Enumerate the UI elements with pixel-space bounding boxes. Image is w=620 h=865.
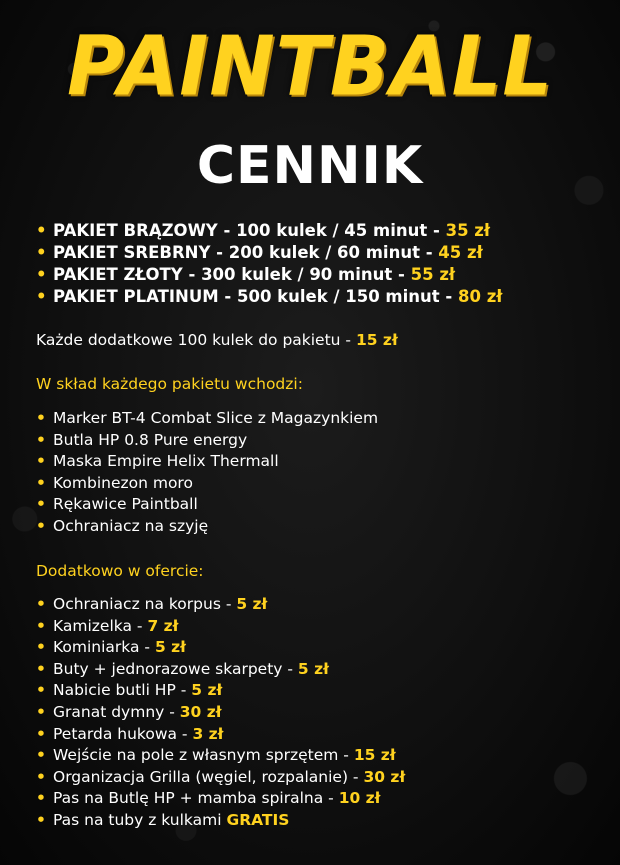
page-subtitle: CENNIK: [196, 136, 424, 196]
offer-item: [36, 594, 405, 616]
extra-balls-label: Każde dodatkowe 100 kulek do pakietu -: [36, 331, 356, 349]
offer-item: [36, 788, 405, 810]
offer-item: [36, 680, 405, 702]
included-item: • Rękawice Paintball: [36, 494, 378, 516]
package-label: PAKIET BRĄZOWY - 100 kulek / 45 minut -: [53, 221, 446, 240]
package-label: PAKIET SREBRNY - 200 kulek / 60 minut -: [53, 243, 439, 262]
offer-label: Granat dymny -: [53, 702, 180, 721]
package-label: PAKIET PLATINUM - 500 kulek / 150 minut -: [53, 287, 458, 306]
package-price: 35 zł: [445, 221, 491, 240]
package-item: [36, 264, 502, 286]
offer-price: 5 zł: [236, 595, 268, 613]
offer-item: [36, 745, 405, 767]
extra-balls-note: [36, 330, 398, 350]
included-item: • Ochraniacz na szyję: [36, 516, 378, 538]
included-heading: W skład każdego pakietu wchodzi:: [36, 375, 303, 393]
offer-item: [36, 702, 405, 724]
included-item: • Maska Empire Helix Thermall: [36, 451, 378, 473]
offer-item: [36, 810, 405, 832]
extra-balls-price: 15 zł: [355, 331, 398, 349]
offer-label: Organizacja Grilla (węgiel, rozpalanie) -: [53, 767, 364, 786]
included-item: • Butla HP 0.8 Pure energy: [36, 430, 378, 452]
package-label: PAKIET ZŁOTY - 300 kulek / 90 minut -: [53, 265, 411, 284]
package-item: [36, 286, 502, 308]
offer-price: 30 zł: [179, 702, 222, 721]
offer-label: Kamizelka -: [53, 616, 148, 635]
offer-label: Pas na tuby z kulkami: [53, 810, 227, 829]
package-item: [36, 242, 502, 264]
package-item: [36, 220, 502, 242]
page-title: PAINTBALL: [66, 19, 554, 115]
offer-heading: Dodatkowo w ofercie:: [36, 562, 204, 580]
included-item: • Kombinezon moro: [36, 473, 378, 495]
offer-price: 10 zł: [338, 789, 381, 808]
offer-label: Nabicie butli HP -: [53, 681, 192, 700]
offer-label: Pas na Butlę HP + mamba spiralna -: [53, 789, 339, 808]
offer-item: [36, 724, 405, 746]
offer-price: 5 zł: [154, 638, 186, 657]
offer-item: [36, 637, 405, 659]
offer-list: [36, 594, 405, 832]
included-list: [36, 408, 378, 538]
package-price: 55 zł: [410, 265, 456, 284]
offer-price: 7 zł: [147, 616, 179, 635]
package-price: 45 zł: [438, 243, 483, 262]
offer-label: Buty + jednorazowe skarpety -: [53, 659, 298, 678]
offer-price: 5 zł: [297, 659, 329, 678]
offer-price: 30 zł: [363, 767, 406, 786]
offer-label: Petarda hukowa -: [53, 724, 193, 743]
included-item: • Marker BT-4 Combat Slice z Magazynkiem: [36, 408, 378, 430]
offer-price: GRATIS: [226, 810, 290, 829]
offer-price: 15 zł: [353, 746, 396, 765]
package-price: 80 zł: [458, 287, 503, 306]
packages-list: [36, 220, 502, 308]
offer-label: Wejście na pole z własnym sprzętem -: [53, 746, 354, 765]
offer-label: Ochraniacz na korpus -: [53, 595, 237, 613]
offer-label: Kominiarka -: [53, 638, 155, 657]
offer-item: [36, 767, 405, 789]
offer-item: [36, 659, 405, 681]
offer-price: 5 zł: [191, 681, 223, 700]
offer-price: 3 zł: [192, 724, 224, 743]
offer-item: [36, 616, 405, 638]
